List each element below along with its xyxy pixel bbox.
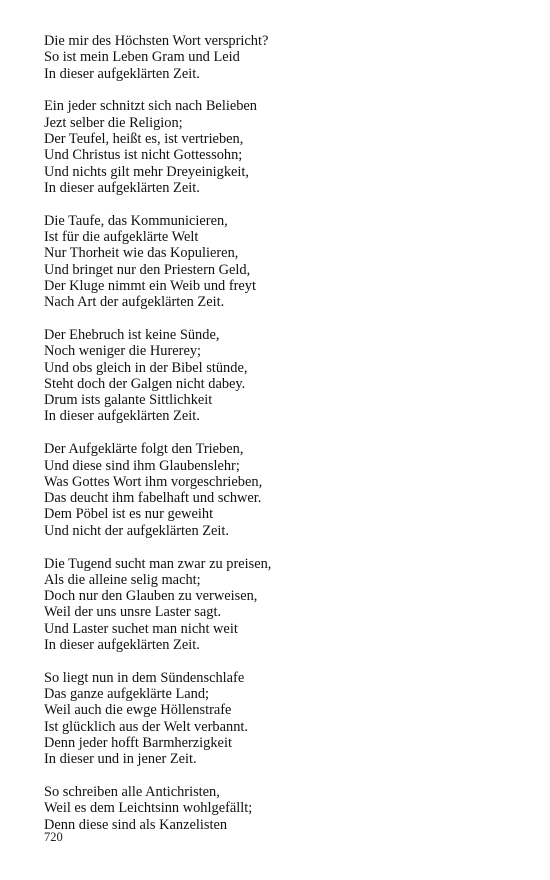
page-number: 720 (44, 830, 63, 844)
poem-line: Der Ehebruch ist keine Sünde, (44, 326, 220, 343)
poem-line: Nur Thorheit wie das Kopulieren, (44, 245, 239, 262)
poem-line: Und Laster suchet man nicht weit (44, 620, 238, 637)
poem-line: Ist glücklich aus der Welt verbannt. (44, 718, 248, 735)
poem-line: Und nicht der aufgeklärten Zeit. (44, 522, 230, 539)
poem-line: Was Gottes Wort ihm vorgeschrieben, (44, 473, 263, 490)
poem-line: Die Taufe, das Kommunicieren, (44, 212, 228, 229)
poem-line: Die Tugend sucht man zwar zu preisen, (44, 555, 272, 572)
poem-line: Und bringet nur den Priestern Geld, (44, 261, 251, 278)
poem-line: In dieser aufgeklärten Zeit. (44, 179, 200, 196)
poem-line: In dieser und in jener Zeit. (44, 751, 197, 768)
poem-line: Und nichts gilt mehr Dreyeinigkeit, (44, 163, 250, 180)
poem-line: Ein jeder schnitzt sich nach Belieben (44, 98, 257, 115)
stanza (44, 556, 524, 654)
poem-line: Steht doch der Galgen nicht dabey. (44, 375, 246, 392)
poem-line: In dieser aufgeklärten Zeit. (44, 65, 200, 82)
poem-line: Doch nur den Glauben zu verweisen, (44, 588, 258, 605)
poem-line: Das ganze aufgeklärte Land; (44, 686, 210, 703)
stanza (44, 33, 524, 82)
poem-line: Und diese sind ihm Glaubenslehr; (44, 457, 240, 474)
poem-line: Die mir des Höchsten Wort verspricht? (44, 33, 269, 49)
poem-line: Der Kluge nimmt ein Weib und freyt (44, 277, 256, 294)
poem-line: Der Aufgeklärte folgt den Trieben, (44, 441, 244, 458)
poem-line: So liegt nun in dem Sündenschlafe (44, 669, 245, 686)
stanza (44, 670, 524, 768)
poem-line: Weil es dem Leichtsinn wohlgefällt; (44, 800, 253, 817)
stanza (44, 98, 524, 196)
poem-line: In dieser aufgeklärten Zeit. (44, 408, 200, 425)
poem-line: Weil der uns unsre Laster sagt. (44, 604, 222, 621)
poem-line: Noch weniger die Hurerey; (44, 343, 202, 360)
poem-line: Jezt selber die Religion; (44, 114, 183, 131)
stanza (44, 327, 524, 425)
poem-line: Das deucht ihm fabelhaft und schwer. (44, 490, 262, 507)
poem-line: Drum ists galante Sittlichkeit (44, 392, 213, 409)
poem-line: Als die alleine selig macht; (44, 571, 201, 588)
poem-line: Der Teufel, heißt es, ist vertrieben, (44, 130, 244, 147)
poem-line: Dem Pöbel ist es nur geweiht (44, 506, 214, 523)
poem-line: So ist mein Leben Gram und Leid (44, 49, 240, 66)
poem-line: Denn diese sind als Kanzelisten (44, 816, 228, 833)
poem-line: So schreiben alle Antichristen, (44, 784, 220, 801)
stanza (44, 784, 524, 833)
poem-line: Und obs gleich in der Bibel stünde, (44, 359, 248, 376)
poem-line: In dieser aufgeklärten Zeit. (44, 637, 200, 653)
poem-line: Und Christus ist nicht Gottessohn; (44, 147, 243, 164)
stanza (44, 213, 524, 311)
poem-line: Denn jeder hofft Barmherzigkeit (44, 734, 232, 751)
poem-line: Nach Art der aufgeklärten Zeit. (44, 294, 225, 311)
poem-page (44, 33, 524, 849)
poem-line: Weil auch die ewge Höllenstrafe (44, 702, 232, 719)
stanza (44, 441, 524, 539)
poem-line: Ist für die aufgeklärte Welt (44, 228, 199, 245)
